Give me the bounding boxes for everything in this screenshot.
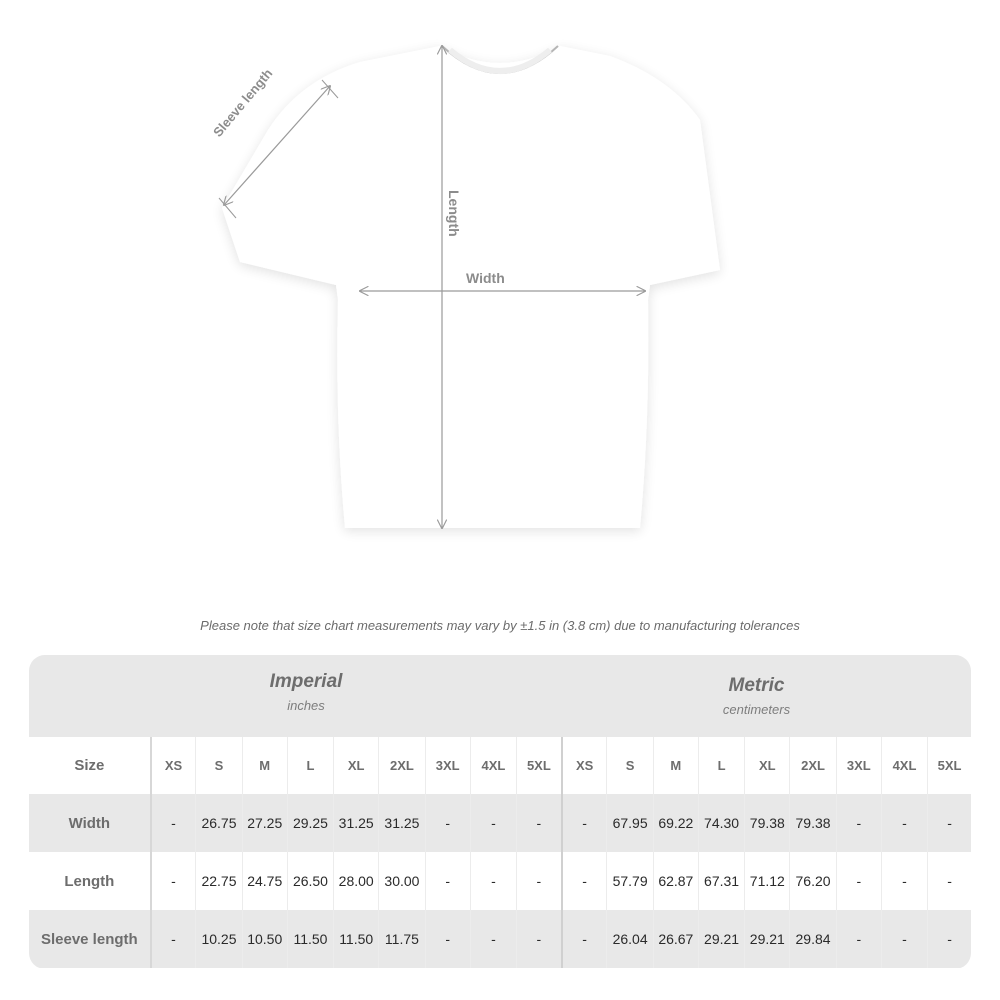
table-cell: - (151, 910, 196, 968)
table-cell: - (836, 910, 881, 968)
table-cell: 62.87 (653, 852, 698, 910)
imperial-group-header (149, 671, 463, 713)
table-cell: 10.25 (196, 910, 242, 968)
metric-size-3xl: 3XL (836, 737, 881, 794)
table-cell: - (562, 852, 607, 910)
table-row-sleeve-length (29, 910, 971, 968)
table-cell: 31.25 (334, 794, 379, 852)
table-cell: - (470, 852, 516, 910)
table-cell: 28.00 (334, 852, 379, 910)
imperial-title: Imperial (269, 671, 343, 692)
table-cell: - (928, 852, 971, 910)
imperial-size-m: M (242, 737, 287, 794)
table-cell: 26.67 (653, 910, 698, 968)
metric-size-s: S (607, 737, 653, 794)
tshirt-shape (222, 46, 720, 528)
table-cell: 69.22 (653, 794, 698, 852)
imperial-size-l: L (287, 737, 333, 794)
table-cell: - (151, 794, 196, 852)
metric-size-4xl: 4XL (881, 737, 927, 794)
table-cell: 26.04 (607, 910, 653, 968)
table-cell: 22.75 (196, 852, 242, 910)
table-cell: 10.50 (242, 910, 287, 968)
table-cell: 31.25 (379, 794, 425, 852)
table-cell: 67.95 (607, 794, 653, 852)
table-cell: - (517, 910, 562, 968)
table-cell: - (425, 910, 470, 968)
width-label: Width (466, 270, 505, 286)
size-grid (29, 737, 971, 968)
table-cell: 30.00 (379, 852, 425, 910)
table-cell: 29.21 (698, 910, 744, 968)
table-cell: 67.31 (698, 852, 744, 910)
table-cell: 29.25 (287, 794, 333, 852)
imperial-size-5xl: 5XL (517, 737, 562, 794)
metric-size-5xl: 5XL (928, 737, 971, 794)
table-cell: 57.79 (607, 852, 653, 910)
table-cell: 11.50 (287, 910, 333, 968)
metric-unit: centimeters (722, 702, 791, 717)
imperial-size-s: S (196, 737, 242, 794)
table-cell: 74.30 (698, 794, 744, 852)
row-label: Width (29, 794, 151, 852)
table-cell: 11.50 (334, 910, 379, 968)
table-cell: - (517, 852, 562, 910)
table-cell: - (562, 794, 607, 852)
metric-size-m: M (653, 737, 698, 794)
table-cell: 24.75 (242, 852, 287, 910)
metric-group-header (560, 675, 953, 717)
table-cell: 79.38 (745, 794, 790, 852)
table-cell: 29.84 (790, 910, 836, 968)
metric-size-2xl: 2XL (790, 737, 836, 794)
table-cell: - (836, 852, 881, 910)
table-row-width (29, 794, 971, 852)
table-cell: - (928, 910, 971, 968)
tolerance-note: Please note that size chart measurements may vary by ±1.5 in (3.8 cm) due to manufacturing tolerances (200, 618, 800, 633)
table-cell: 76.20 (790, 852, 836, 910)
row-label: Length (29, 852, 151, 910)
sleeve-length-label: Sleeve length (210, 65, 276, 140)
table-cell: - (517, 794, 562, 852)
row-label: Sleeve length (29, 910, 151, 968)
size-label: Size (29, 737, 151, 794)
table-cell: 11.75 (379, 910, 425, 968)
table-cell: - (881, 852, 927, 910)
table-cell: 79.38 (790, 794, 836, 852)
length-label: Length (446, 190, 462, 237)
imperial-unit: inches (287, 698, 325, 713)
metric-size-xl: XL (745, 737, 790, 794)
table-cell: - (470, 794, 516, 852)
metric-size-l: L (698, 737, 744, 794)
size-header-row (29, 737, 971, 794)
table-cell: - (881, 794, 927, 852)
imperial-size-2xl: 2XL (379, 737, 425, 794)
imperial-size-xs: XS (151, 737, 196, 794)
metric-title: Metric (728, 675, 785, 696)
table-cell: - (928, 794, 971, 852)
table-cell: 71.12 (745, 852, 790, 910)
imperial-size-3xl: 3XL (425, 737, 470, 794)
table-cell: - (836, 794, 881, 852)
table-cell: - (881, 910, 927, 968)
table-cell: - (151, 852, 196, 910)
table-cell: - (470, 910, 516, 968)
table-cell: 27.25 (242, 794, 287, 852)
imperial-size-xl: XL (334, 737, 379, 794)
table-cell: - (425, 852, 470, 910)
table-cell: 29.21 (745, 910, 790, 968)
size-chart-table (29, 655, 971, 969)
imperial-size-4xl: 4XL (470, 737, 516, 794)
table-cell: - (425, 794, 470, 852)
table-cell: 26.75 (196, 794, 242, 852)
units-header (29, 655, 971, 737)
table-row-length (29, 852, 971, 910)
table-cell: - (562, 910, 607, 968)
table-cell: 26.50 (287, 852, 333, 910)
metric-size-xs: XS (562, 737, 607, 794)
